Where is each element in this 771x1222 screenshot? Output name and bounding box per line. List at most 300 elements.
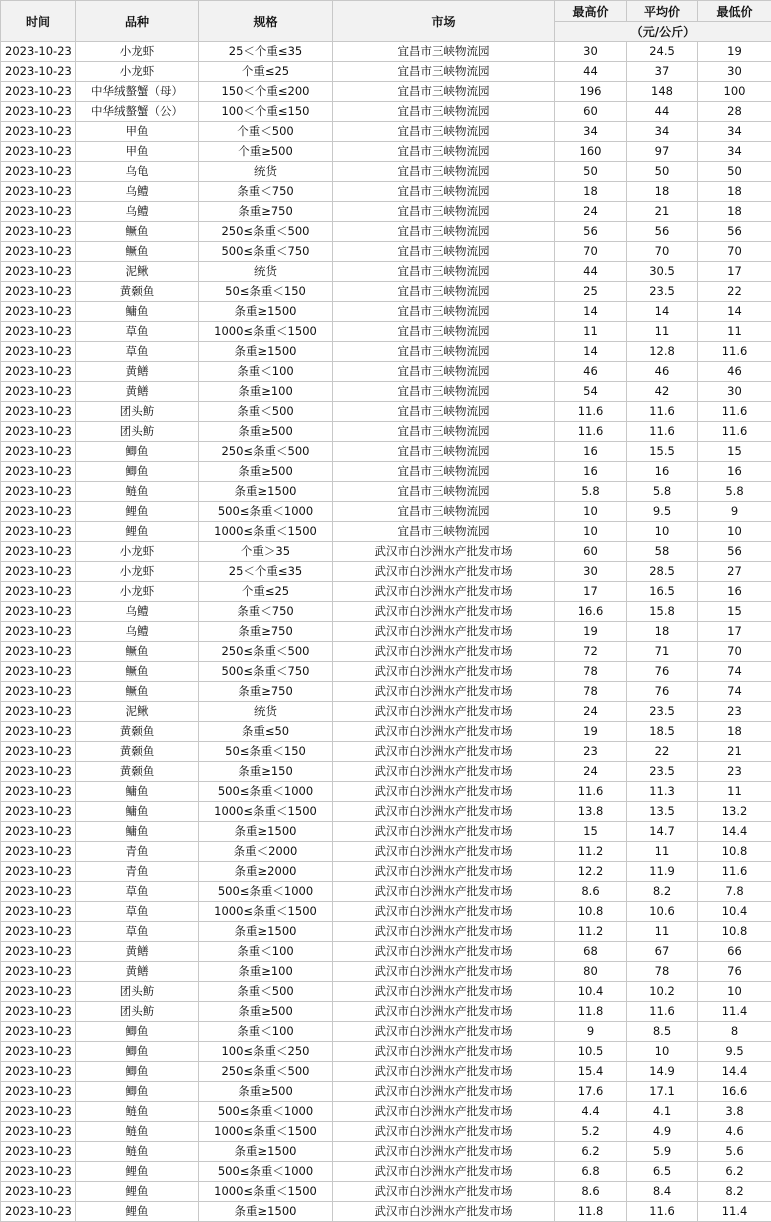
cell-high: 10 xyxy=(555,522,627,542)
cell-high: 11.8 xyxy=(555,1002,627,1022)
cell-avg: 34 xyxy=(627,122,698,142)
cell-spec: 条重≥500 xyxy=(199,462,333,482)
cell-low: 11.4 xyxy=(698,1002,771,1022)
table-row xyxy=(1,322,771,342)
table-row xyxy=(1,82,771,102)
cell-high: 16 xyxy=(555,462,627,482)
cell-high: 15.4 xyxy=(555,1062,627,1082)
cell-spec: 条重≥1500 xyxy=(199,822,333,842)
cell-avg: 5.8 xyxy=(627,482,698,502)
cell-low: 17 xyxy=(698,622,771,642)
cell-spec: 250≤条重＜500 xyxy=(199,1062,333,1082)
cell-kind: 鳜鱼 xyxy=(76,642,199,662)
cell-spec: 50≤条重＜150 xyxy=(199,282,333,302)
cell-market: 武汉市白沙洲水产批发市场 xyxy=(333,682,555,702)
cell-avg: 11.6 xyxy=(627,422,698,442)
cell-spec: 500≤条重＜750 xyxy=(199,662,333,682)
cell-low: 11.6 xyxy=(698,862,771,882)
cell-avg: 9.5 xyxy=(627,502,698,522)
cell-spec: 条重≥100 xyxy=(199,382,333,402)
cell-time: 2023-10-23 xyxy=(1,1142,76,1162)
header-time: 时间 xyxy=(1,1,76,42)
cell-kind: 鲢鱼 xyxy=(76,482,199,502)
table-row xyxy=(1,882,771,902)
cell-avg: 11.6 xyxy=(627,1202,698,1222)
cell-time: 2023-10-23 xyxy=(1,482,76,502)
cell-high: 34 xyxy=(555,122,627,142)
cell-spec: 个重≤25 xyxy=(199,582,333,602)
cell-avg: 30.5 xyxy=(627,262,698,282)
cell-kind: 团头鲂 xyxy=(76,982,199,1002)
cell-market: 武汉市白沙洲水产批发市场 xyxy=(333,1062,555,1082)
table-row xyxy=(1,362,771,382)
cell-market: 武汉市白沙洲水产批发市场 xyxy=(333,842,555,862)
cell-spec: 个重＜500 xyxy=(199,122,333,142)
cell-high: 196 xyxy=(555,82,627,102)
cell-time: 2023-10-23 xyxy=(1,622,76,642)
cell-high: 30 xyxy=(555,42,627,62)
cell-time: 2023-10-23 xyxy=(1,882,76,902)
table-row xyxy=(1,1162,771,1182)
cell-high: 160 xyxy=(555,142,627,162)
cell-low: 70 xyxy=(698,642,771,662)
cell-market: 宜昌市三峡物流园 xyxy=(333,482,555,502)
cell-high: 44 xyxy=(555,262,627,282)
cell-kind: 鲫鱼 xyxy=(76,1062,199,1082)
cell-low: 74 xyxy=(698,662,771,682)
cell-time: 2023-10-23 xyxy=(1,382,76,402)
cell-time: 2023-10-23 xyxy=(1,522,76,542)
cell-low: 7.8 xyxy=(698,882,771,902)
cell-kind: 黄鳝 xyxy=(76,962,199,982)
cell-kind: 小龙虾 xyxy=(76,62,199,82)
cell-spec: 条重≥1500 xyxy=(199,482,333,502)
cell-time: 2023-10-23 xyxy=(1,282,76,302)
cell-avg: 24.5 xyxy=(627,42,698,62)
cell-market: 武汉市白沙洲水产批发市场 xyxy=(333,542,555,562)
cell-spec: 个重＞35 xyxy=(199,542,333,562)
cell-avg: 11.6 xyxy=(627,1002,698,1022)
table-row xyxy=(1,622,771,642)
cell-avg: 23.5 xyxy=(627,282,698,302)
cell-spec: 250≤条重＜500 xyxy=(199,222,333,242)
cell-low: 16 xyxy=(698,462,771,482)
cell-low: 66 xyxy=(698,942,771,962)
cell-low: 34 xyxy=(698,122,771,142)
cell-avg: 6.5 xyxy=(627,1162,698,1182)
cell-market: 宜昌市三峡物流园 xyxy=(333,402,555,422)
cell-time: 2023-10-23 xyxy=(1,182,76,202)
cell-spec: 条重≥150 xyxy=(199,762,333,782)
cell-kind: 鳜鱼 xyxy=(76,682,199,702)
cell-spec: 条重＜100 xyxy=(199,942,333,962)
cell-time: 2023-10-23 xyxy=(1,142,76,162)
cell-spec: 条重＜100 xyxy=(199,362,333,382)
cell-spec: 条重≥750 xyxy=(199,202,333,222)
cell-avg: 10.6 xyxy=(627,902,698,922)
cell-kind: 鲫鱼 xyxy=(76,1042,199,1062)
table-row xyxy=(1,702,771,722)
cell-market: 武汉市白沙洲水产批发市场 xyxy=(333,1082,555,1102)
cell-kind: 草鱼 xyxy=(76,922,199,942)
cell-market: 宜昌市三峡物流园 xyxy=(333,342,555,362)
cell-kind: 乌鳢 xyxy=(76,622,199,642)
cell-time: 2023-10-23 xyxy=(1,442,76,462)
cell-time: 2023-10-23 xyxy=(1,42,76,62)
cell-kind: 鲫鱼 xyxy=(76,1082,199,1102)
cell-kind: 草鱼 xyxy=(76,882,199,902)
cell-market: 宜昌市三峡物流园 xyxy=(333,382,555,402)
cell-kind: 鲢鱼 xyxy=(76,1122,199,1142)
cell-market: 宜昌市三峡物流园 xyxy=(333,362,555,382)
cell-low: 11.4 xyxy=(698,1202,771,1222)
cell-time: 2023-10-23 xyxy=(1,562,76,582)
table-row xyxy=(1,542,771,562)
table-row xyxy=(1,782,771,802)
cell-low: 15 xyxy=(698,602,771,622)
table-row xyxy=(1,682,771,702)
cell-high: 11.6 xyxy=(555,402,627,422)
cell-avg: 22 xyxy=(627,742,698,762)
table-row xyxy=(1,1122,771,1142)
cell-avg: 16.5 xyxy=(627,582,698,602)
header-kind: 品种 xyxy=(76,1,199,42)
cell-low: 46 xyxy=(698,362,771,382)
table-row xyxy=(1,422,771,442)
cell-spec: 500≤条重＜750 xyxy=(199,242,333,262)
table-row xyxy=(1,442,771,462)
cell-market: 武汉市白沙洲水产批发市场 xyxy=(333,782,555,802)
cell-market: 武汉市白沙洲水产批发市场 xyxy=(333,1002,555,1022)
cell-low: 14.4 xyxy=(698,822,771,842)
cell-high: 24 xyxy=(555,762,627,782)
cell-market: 宜昌市三峡物流园 xyxy=(333,502,555,522)
cell-time: 2023-10-23 xyxy=(1,302,76,322)
cell-time: 2023-10-23 xyxy=(1,1122,76,1142)
cell-low: 8 xyxy=(698,1022,771,1042)
cell-time: 2023-10-23 xyxy=(1,122,76,142)
cell-time: 2023-10-23 xyxy=(1,202,76,222)
cell-spec: 条重≥500 xyxy=(199,1082,333,1102)
cell-avg: 42 xyxy=(627,382,698,402)
cell-low: 11.6 xyxy=(698,422,771,442)
cell-kind: 甲鱼 xyxy=(76,142,199,162)
cell-kind: 黄鳝 xyxy=(76,382,199,402)
cell-kind: 鲢鱼 xyxy=(76,1142,199,1162)
cell-avg: 11 xyxy=(627,322,698,342)
cell-kind: 鲤鱼 xyxy=(76,502,199,522)
header-high: 最高价 xyxy=(555,1,627,22)
cell-low: 10.8 xyxy=(698,842,771,862)
cell-kind: 鳙鱼 xyxy=(76,822,199,842)
cell-low: 4.6 xyxy=(698,1122,771,1142)
cell-spec: 统货 xyxy=(199,162,333,182)
table-row xyxy=(1,1002,771,1022)
cell-low: 10.8 xyxy=(698,922,771,942)
cell-time: 2023-10-23 xyxy=(1,1002,76,1022)
cell-market: 武汉市白沙洲水产批发市场 xyxy=(333,662,555,682)
cell-time: 2023-10-23 xyxy=(1,922,76,942)
cell-kind: 鲤鱼 xyxy=(76,1182,199,1202)
header-spec: 规格 xyxy=(199,1,333,42)
cell-low: 18 xyxy=(698,722,771,742)
cell-time: 2023-10-23 xyxy=(1,942,76,962)
cell-market: 武汉市白沙洲水产批发市场 xyxy=(333,1022,555,1042)
table-row xyxy=(1,722,771,742)
cell-avg: 56 xyxy=(627,222,698,242)
cell-low: 14 xyxy=(698,302,771,322)
cell-kind: 乌鳢 xyxy=(76,182,199,202)
cell-kind: 鲢鱼 xyxy=(76,1102,199,1122)
cell-high: 14 xyxy=(555,342,627,362)
cell-spec: 统货 xyxy=(199,702,333,722)
table-row xyxy=(1,522,771,542)
cell-time: 2023-10-23 xyxy=(1,342,76,362)
cell-high: 5.2 xyxy=(555,1122,627,1142)
cell-market: 武汉市白沙洲水产批发市场 xyxy=(333,1042,555,1062)
table-row xyxy=(1,1042,771,1062)
cell-high: 14 xyxy=(555,302,627,322)
cell-time: 2023-10-23 xyxy=(1,262,76,282)
cell-high: 68 xyxy=(555,942,627,962)
cell-time: 2023-10-23 xyxy=(1,682,76,702)
cell-spec: 条重≥2000 xyxy=(199,862,333,882)
cell-time: 2023-10-23 xyxy=(1,702,76,722)
cell-market: 武汉市白沙洲水产批发市场 xyxy=(333,862,555,882)
cell-low: 11 xyxy=(698,782,771,802)
cell-kind: 鲫鱼 xyxy=(76,442,199,462)
cell-low: 19 xyxy=(698,42,771,62)
cell-time: 2023-10-23 xyxy=(1,242,76,262)
cell-low: 9 xyxy=(698,502,771,522)
cell-market: 武汉市白沙洲水产批发市场 xyxy=(333,762,555,782)
cell-kind: 团头鲂 xyxy=(76,402,199,422)
cell-avg: 46 xyxy=(627,362,698,382)
table-row xyxy=(1,342,771,362)
cell-avg: 18.5 xyxy=(627,722,698,742)
cell-time: 2023-10-23 xyxy=(1,802,76,822)
cell-high: 17 xyxy=(555,582,627,602)
cell-avg: 5.9 xyxy=(627,1142,698,1162)
cell-kind: 草鱼 xyxy=(76,342,199,362)
cell-high: 15 xyxy=(555,822,627,842)
cell-market: 武汉市白沙洲水产批发市场 xyxy=(333,1122,555,1142)
cell-market: 宜昌市三峡物流园 xyxy=(333,422,555,442)
cell-low: 14.4 xyxy=(698,1062,771,1082)
cell-high: 44 xyxy=(555,62,627,82)
cell-market: 武汉市白沙洲水产批发市场 xyxy=(333,702,555,722)
cell-avg: 21 xyxy=(627,202,698,222)
cell-high: 70 xyxy=(555,242,627,262)
cell-time: 2023-10-23 xyxy=(1,742,76,762)
cell-low: 8.2 xyxy=(698,1182,771,1202)
cell-market: 宜昌市三峡物流园 xyxy=(333,222,555,242)
cell-high: 50 xyxy=(555,162,627,182)
cell-low: 16.6 xyxy=(698,1082,771,1102)
cell-kind: 黄颡鱼 xyxy=(76,722,199,742)
table-row xyxy=(1,42,771,62)
cell-low: 76 xyxy=(698,962,771,982)
table-row xyxy=(1,862,771,882)
cell-market: 武汉市白沙洲水产批发市场 xyxy=(333,962,555,982)
cell-spec: 150＜个重≤200 xyxy=(199,82,333,102)
cell-low: 30 xyxy=(698,382,771,402)
cell-avg: 8.5 xyxy=(627,1022,698,1042)
cell-time: 2023-10-23 xyxy=(1,1102,76,1122)
table-row xyxy=(1,262,771,282)
cell-high: 18 xyxy=(555,182,627,202)
cell-time: 2023-10-23 xyxy=(1,322,76,342)
table-row xyxy=(1,822,771,842)
cell-low: 28 xyxy=(698,102,771,122)
cell-avg: 14 xyxy=(627,302,698,322)
cell-spec: 个重≥500 xyxy=(199,142,333,162)
cell-avg: 78 xyxy=(627,962,698,982)
cell-kind: 泥鳅 xyxy=(76,702,199,722)
cell-low: 23 xyxy=(698,702,771,722)
table-row xyxy=(1,582,771,602)
cell-time: 2023-10-23 xyxy=(1,362,76,382)
table-row xyxy=(1,642,771,662)
cell-market: 武汉市白沙洲水产批发市场 xyxy=(333,722,555,742)
cell-high: 78 xyxy=(555,682,627,702)
cell-time: 2023-10-23 xyxy=(1,82,76,102)
cell-market: 宜昌市三峡物流园 xyxy=(333,102,555,122)
cell-low: 30 xyxy=(698,62,771,82)
cell-avg: 4.9 xyxy=(627,1122,698,1142)
table-row xyxy=(1,562,771,582)
cell-avg: 23.5 xyxy=(627,702,698,722)
cell-high: 19 xyxy=(555,622,627,642)
table-row xyxy=(1,602,771,622)
cell-market: 武汉市白沙洲水产批发市场 xyxy=(333,982,555,1002)
cell-high: 16 xyxy=(555,442,627,462)
cell-avg: 67 xyxy=(627,942,698,962)
cell-avg: 11 xyxy=(627,922,698,942)
cell-high: 10 xyxy=(555,502,627,522)
cell-spec: 条重＜500 xyxy=(199,982,333,1002)
cell-high: 19 xyxy=(555,722,627,742)
cell-time: 2023-10-23 xyxy=(1,402,76,422)
cell-kind: 鲤鱼 xyxy=(76,522,199,542)
cell-kind: 小龙虾 xyxy=(76,42,199,62)
cell-spec: 条重＜750 xyxy=(199,182,333,202)
cell-avg: 76 xyxy=(627,662,698,682)
cell-market: 宜昌市三峡物流园 xyxy=(333,262,555,282)
cell-kind: 小龙虾 xyxy=(76,562,199,582)
cell-low: 22 xyxy=(698,282,771,302)
cell-market: 武汉市白沙洲水产批发市场 xyxy=(333,822,555,842)
cell-market: 宜昌市三峡物流园 xyxy=(333,62,555,82)
cell-high: 13.8 xyxy=(555,802,627,822)
cell-spec: 50≤条重＜150 xyxy=(199,742,333,762)
cell-market: 宜昌市三峡物流园 xyxy=(333,462,555,482)
cell-low: 15 xyxy=(698,442,771,462)
table-row xyxy=(1,482,771,502)
cell-high: 23 xyxy=(555,742,627,762)
cell-kind: 黄颡鱼 xyxy=(76,282,199,302)
cell-market: 宜昌市三峡物流园 xyxy=(333,302,555,322)
cell-avg: 11.9 xyxy=(627,862,698,882)
cell-market: 武汉市白沙洲水产批发市场 xyxy=(333,882,555,902)
cell-kind: 泥鳅 xyxy=(76,262,199,282)
cell-time: 2023-10-23 xyxy=(1,722,76,742)
table-row xyxy=(1,962,771,982)
cell-spec: 条重＜100 xyxy=(199,1022,333,1042)
cell-spec: 1000≤条重＜1500 xyxy=(199,1122,333,1142)
table-row xyxy=(1,742,771,762)
cell-market: 武汉市白沙洲水产批发市场 xyxy=(333,582,555,602)
cell-avg: 8.2 xyxy=(627,882,698,902)
cell-spec: 250≤条重＜500 xyxy=(199,642,333,662)
table-row xyxy=(1,302,771,322)
cell-low: 74 xyxy=(698,682,771,702)
cell-market: 武汉市白沙洲水产批发市场 xyxy=(333,902,555,922)
cell-kind: 草鱼 xyxy=(76,322,199,342)
cell-high: 25 xyxy=(555,282,627,302)
cell-avg: 10 xyxy=(627,522,698,542)
table-row xyxy=(1,502,771,522)
cell-kind: 鲫鱼 xyxy=(76,1022,199,1042)
cell-time: 2023-10-23 xyxy=(1,62,76,82)
cell-time: 2023-10-23 xyxy=(1,662,76,682)
cell-high: 8.6 xyxy=(555,1182,627,1202)
cell-spec: 条重≥1500 xyxy=(199,302,333,322)
cell-low: 13.2 xyxy=(698,802,771,822)
cell-time: 2023-10-23 xyxy=(1,542,76,562)
cell-spec: 条重≥1500 xyxy=(199,1142,333,1162)
cell-market: 武汉市白沙洲水产批发市场 xyxy=(333,1202,555,1222)
table-row xyxy=(1,62,771,82)
table-row xyxy=(1,382,771,402)
cell-avg: 18 xyxy=(627,182,698,202)
cell-avg: 97 xyxy=(627,142,698,162)
cell-spec: 条重≤50 xyxy=(199,722,333,742)
cell-low: 18 xyxy=(698,182,771,202)
cell-high: 10.8 xyxy=(555,902,627,922)
cell-high: 4.4 xyxy=(555,1102,627,1122)
cell-time: 2023-10-23 xyxy=(1,762,76,782)
cell-market: 宜昌市三峡物流园 xyxy=(333,522,555,542)
cell-kind: 鲫鱼 xyxy=(76,462,199,482)
cell-high: 17.6 xyxy=(555,1082,627,1102)
cell-low: 17 xyxy=(698,262,771,282)
cell-time: 2023-10-23 xyxy=(1,162,76,182)
cell-time: 2023-10-23 xyxy=(1,422,76,442)
cell-high: 24 xyxy=(555,202,627,222)
cell-kind: 团头鲂 xyxy=(76,1002,199,1022)
cell-avg: 13.5 xyxy=(627,802,698,822)
cell-kind: 鲤鱼 xyxy=(76,1162,199,1182)
cell-time: 2023-10-23 xyxy=(1,862,76,882)
cell-high: 11 xyxy=(555,322,627,342)
cell-avg: 11 xyxy=(627,842,698,862)
cell-high: 10.5 xyxy=(555,1042,627,1062)
cell-high: 60 xyxy=(555,542,627,562)
cell-avg: 4.1 xyxy=(627,1102,698,1122)
cell-kind: 鳜鱼 xyxy=(76,662,199,682)
cell-high: 6.8 xyxy=(555,1162,627,1182)
table-row xyxy=(1,462,771,482)
cell-time: 2023-10-23 xyxy=(1,1182,76,1202)
cell-kind: 青鱼 xyxy=(76,862,199,882)
cell-spec: 条重≥750 xyxy=(199,682,333,702)
cell-high: 12.2 xyxy=(555,862,627,882)
table-row xyxy=(1,1182,771,1202)
cell-high: 46 xyxy=(555,362,627,382)
cell-kind: 小龙虾 xyxy=(76,542,199,562)
cell-avg: 58 xyxy=(627,542,698,562)
